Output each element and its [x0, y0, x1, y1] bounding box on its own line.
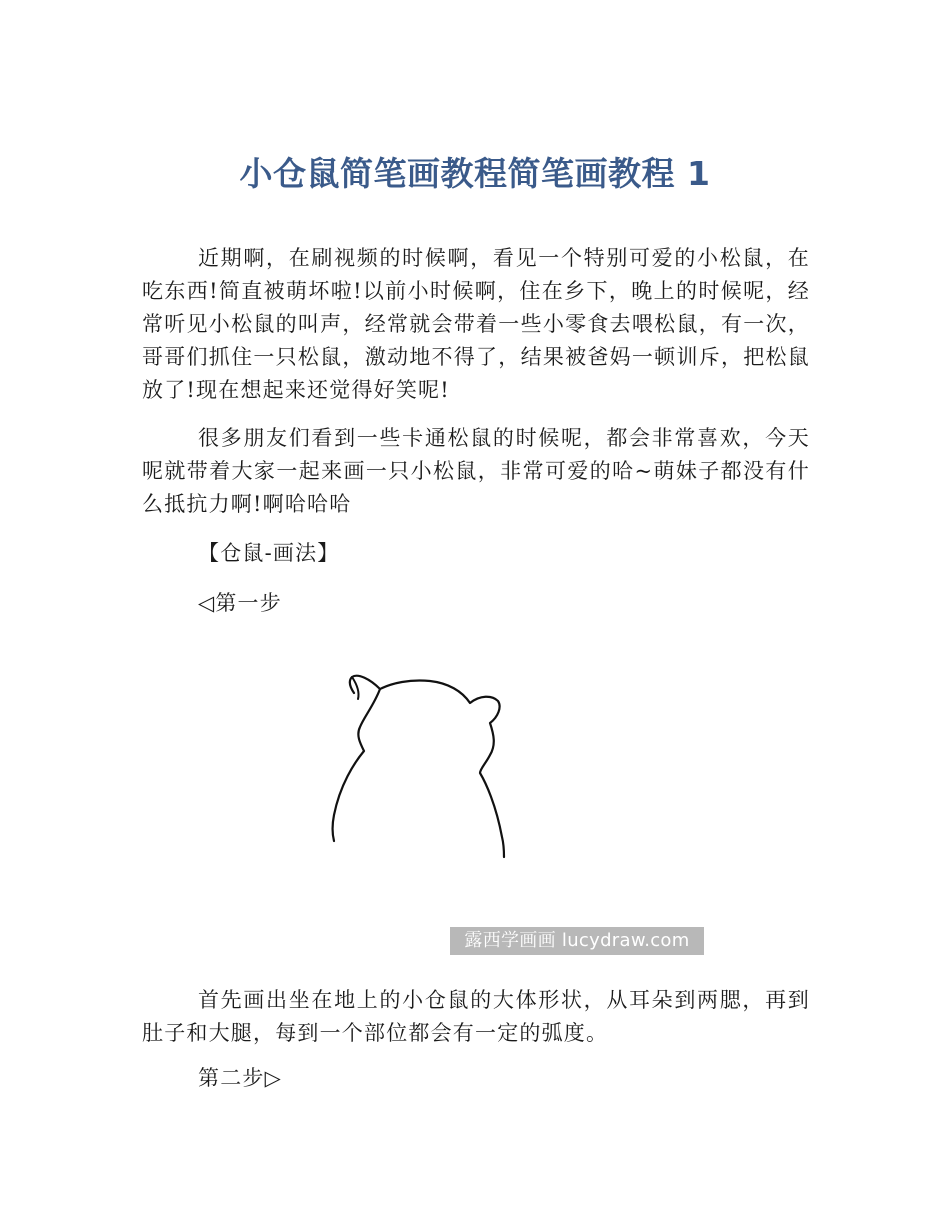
hamster-outline-icon: [330, 665, 710, 965]
section-heading: 【仓鼠-画法】: [198, 541, 340, 565]
watermark-label: 露西学画画 lucydraw.com: [450, 927, 704, 955]
step-one-label: ◁第一步: [198, 591, 282, 615]
intro-paragraph: 近期啊，在刷视频的时候啊，看见一个特别可爱的小松鼠，在吃东西!简直被萌坏啦!以前小时候啊，住在乡下，晚上的时候呢，经常听见小松鼠的叫声，经常就会带着一些小零食去喂松鼠，有一次，哥哥们抓住一只松鼠，激动地不得了，结果被爸妈一顿训斥，把松鼠放了!现在想起来还觉得好笑呢!: [142, 246, 810, 402]
step-one-description: 首先画出坐在地上的小仓鼠的大体形状，从耳朵到两腮，再到肚子和大腿，每到一个部位都会有一定的弧度。: [142, 988, 810, 1045]
second-paragraph: 很多朋友们看到一些卡通松鼠的时候呢，都会非常喜欢，今天呢就带着大家一起来画一只小松鼠，非常可爱的哈~萌妹子都没有什么抵抗力啊!啊哈哈哈: [142, 426, 810, 516]
step-two-label: 第二步▷: [198, 1066, 282, 1090]
page-title: 小仓鼠简笔画教程简笔画教程 1: [239, 154, 711, 193]
hamster-outline-figure: [330, 665, 710, 965]
